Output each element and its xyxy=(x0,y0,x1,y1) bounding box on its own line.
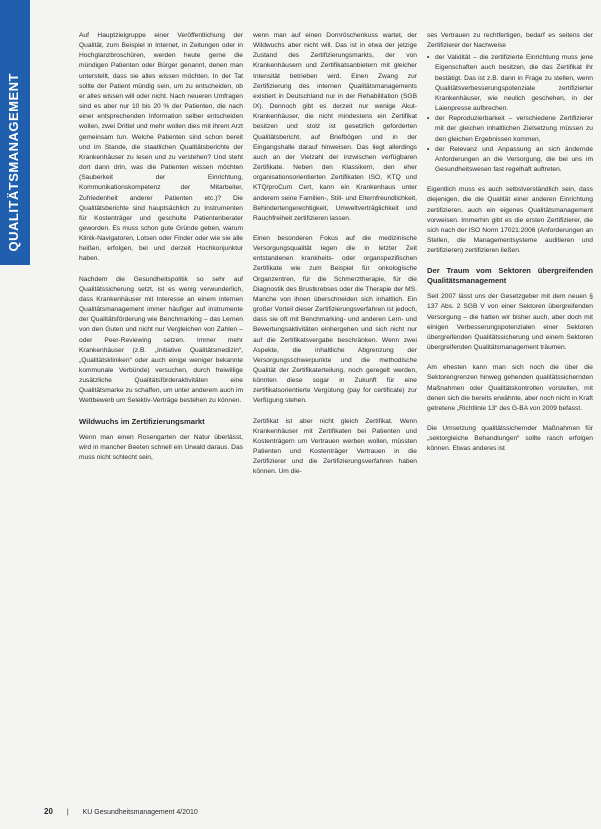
bullet-list xyxy=(427,53,593,175)
page-number: 20 xyxy=(44,807,53,816)
paragraph: Auf Hauptzielgruppe einer Veröffentlichung der Qualität, zum Beispiel in Internet, in Zeitungen oder in Hochglanzbroschüren, werden heute gerne die mündigen Patienten oder Bürger genannt, denen man unterstellt, dass sie alles wissen möchten. In der Tat sollte der Patient mündig sein, um zu entscheiden, ob er alles wissen will oder nicht. Nach neueren Umfragen sind es aber nur 10 bis 20 % der Patienten, die nach einer entsprechenden Information selber entscheiden wollen, zwei Drittel und mehr wollen dies mit ihrem Arzt gemeinsam tun. Welche Patienten sind schon bereit und im Stande, die staatlichen Qualitätsberichte der Krankenhäuser zu lesen und zu verstehen? Und steht dort dann drin, was die Patienten wissen möchten (Sauberkeit der Einrichtung, Kommunikationskompetenz der Mitarbeiter, Zufriedenheit anderer Patienten etc.)? Die Qualitätsberichte sind hauptsächlich zu Instrumenten für Kostenträger und geschulte Patientenberater geworden. Es muss schon gute Gründe geben, warum Klinik-Navigatoren, Lotsen oder Finder oder wie sie alle heißen, erfolgen, bei und derzeit Hochkonjunktur haben. xyxy=(79,32,243,263)
paragraph: Seit 2007 lässt uns der Gesetzgeber mit dem neuen § 137 Abs. 2 SGB V von einer Sektoren übergreifenden Versorgung – die hatten wir bisher auch, aber doch mit einigen Verbesserungspotenzialen einer Sektoren übergreifenden Qualitätssicherung und einem Sektoren übergreifenden Qualitätsmanagement träumen. xyxy=(427,293,593,352)
paragraph: Eigentlich muss es auch selbstverständlich sein, dass diejenigen, die die Qualität einer anderen Einrichtung zertifizieren, auch ein eigenes Qualitätsmanagement vorweisen. Immerhin gibt es die ersten Zertifizierer, die sich nach der ISO Norm 17021:2006 (Anforderungen an Stellen, die Managementsysteme auditieren und zertifizieren) zertifizieren ließen. xyxy=(427,186,593,255)
paragraph: Einen besonderen Fokus auf die medizinische Versorgungsqualität legen die in letzter Zeit entstandenen krankheits- oder organspezifischen Zertifikate wie zum Beispiel für onkologische Organzentren, für die Schmerztherapie, für die Diagnostik des Brustkrebses oder die Therapie der MS. Manche von ihnen überschneiden sich inhaltlich. Ein großer Vorteil dieser Zertifizierungsverfahren ist jedoch, dass sie oft mit Benchmarking- und anderen Lern- und Bewertungsaktivitäten einhergehen und sich nicht nur auf die Zertifikatsvergabe beschränken. Wenn zwei Aspekte, die inhaltliche Abgrenzung der Versorgungsschwerpunkte und die methodische Qualität der Zertifikaterteilung, noch geregelt werden, könnten diese sogar in Zukunft für eine zertifikatsorientierte Vergütung (pay for certificate) zur Verfügung stehen. xyxy=(253,234,417,405)
subheading: Der Traum vom Sektoren übergreifenden Qualitätsmanagement xyxy=(427,266,593,286)
section-band xyxy=(0,0,30,265)
paragraph: Wenn man einen Rosengarten der Natur überlässt, wird in mancher Beeten schnell ein Urwald daraus. Das muss nicht schlecht sein, xyxy=(79,433,243,461)
paragraph: Die Umsetzung qualitätssichernder Maßnahmen für „sektorgleiche Behandlungen“ sollte rasch erfolgen können. Etwas anderes ist xyxy=(427,425,593,453)
text-column-3 xyxy=(427,31,593,796)
paragraph: ses Vertrauen zu rechtfertigen, bedarf es seitens der Zertifizierer der Nachweise xyxy=(427,32,593,50)
text-column-1 xyxy=(79,31,243,796)
bullet-item: • der Reproduzierbarkeit – verschiedene Zertifizierer mit der gleichen inhaltlichen Zielsetzung müssen zu den gleichen Ergebnissen kommen, xyxy=(427,114,593,144)
page-footer xyxy=(44,807,198,816)
text-column-2 xyxy=(253,31,417,796)
paragraph: Nachdem die Gesundheitspolitik so sehr auf Qualitätssicherung setzt, ist es wenig verwunderlich, dass Krankenhäuser mit Interesse an einem internen Qualitätsmanagement immer häufiger auf instrumente der Qualitätsförderung wie Benchmarking – das Lernen von den Guten und nicht nur Vergleichen von Zahlen – oder Peer-Reviewing setzen. Immer mehr Krankenhäuser (z.B. „Initiative Qualitätsmedizin“, „Qualitätskliniken“ oder auch einige weniger bekannte kommunale Verbünde) versuchen, durch freiwillige zusätzliche Qualitätsförderaktivitäten eine Qualitätsmarke zu schaffen, um unter anderem auch im Wettbewerb um Selektiv-Verträge bestehen zu können. xyxy=(79,275,243,405)
paragraph: Am ehesten kann man sich noch die über die Sektorengrenzen hinweg gehenden qualitätssichernden Maßnahmen oder Qualitätskontrollen vorstellen, mit denen sich die bereits erwähnte, aber noch nicht in Kraft getretene „Richtlinie 13“ des G-BA von 2009 befasst. xyxy=(427,364,593,412)
section-label: QUALITÄTSMANAGEMENT xyxy=(6,72,21,251)
paragraph: wenn man auf einen Dornröschenkuss wartet, der Wildwuchs aber nicht will. Das ist in etwa der jetzige Zustand des Zertifizierungsmarkts, der von Krankenhäusern und Zertifikatsanbietern mit gleicher Intensität betrieben wird. Einen Zwang zur Zertifizierung des internen Qualitätsmanagements existiert in Deutschland nur in der Rehabilitation (SGB IX). Dennoch gibt es derzeit nur wenige Akut-Krankenhäuser, die nicht mindestens ein Zertifikat besitzen und stolz ist gesetzlich geforderten Qualitätsbericht, auf Briefbögen und in der Eingangshalle darauf hinweisen. Das liegt allerdings auch an der Vielzahl der inzwischen verfügbaren Zertifikate. Neben den Klassikern, den eher organisationsorientierten Zertifikaten ISO, KTQ und KTQ/proCum Cert, kann ein Krankenhaus unter anderem seine Familien-, Still- und Elternfreundlichkeit, Behindertengerechtigkeit, Umweltverträglichkeit und Rauchfreiheit zertifizieren lassen. xyxy=(253,32,417,222)
subheading: Wildwuchs im Zertifizierungsmarkt xyxy=(79,416,205,426)
paragraph: Zertifikat ist aber nicht gleich Zertifikat. Wenn Krankenhäuser mit Zertifikaten bei Patienten und Kostenträgern um Vertrauen werben wollen, müssten Patienten und Kostenträger Vertrauen in die Zertifizierer und die Zertifizierungsverfahren haben können. Um die- xyxy=(253,417,417,476)
bullet-item: • der Validität – die zertifizierte Einrichtung muss jene Eigenschaften auch besitzen, die das Zertifikat ihr bestätigt. Das ist z.B. dann in Frage zu stellen, wenn Qualitätsverbesserungspotenziale zertifizierter Krankenhäuser, wie neulich geschehen, in der Laienpresse aufbrechen. xyxy=(427,53,593,114)
journal-name: KU Gesundheitsmanagement 4/2010 xyxy=(82,809,198,816)
footer-separator: | xyxy=(66,809,69,816)
bullet-item: • der Relevanz und Anpassung an sich ändernde Anforderungen an die Versorgung, die bei uns im Gesundheitswesen fast regelhaft auftreten. xyxy=(427,145,593,175)
